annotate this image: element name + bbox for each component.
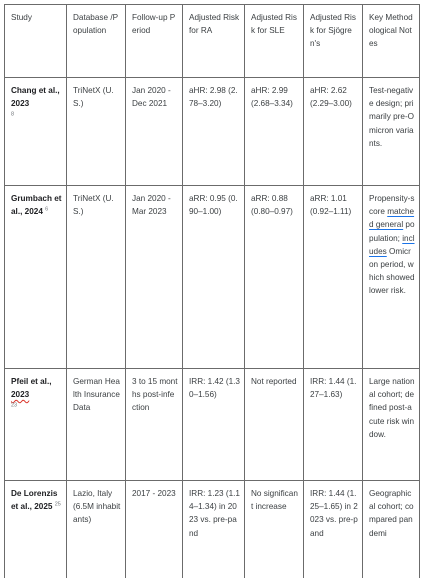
header-database: Database /Population <box>67 5 126 78</box>
study-name: Grumbach et al., 2024 <box>11 194 62 217</box>
table-row <box>5 369 420 481</box>
header-sjogren: Adjusted Risk for Sjögren's <box>304 5 363 78</box>
sle-risk-cell: aHR: 2.99 (2.68–3.34) <box>245 78 304 186</box>
header-sle: Adjusted Risk for SLE <box>245 5 304 78</box>
notes-text: population; <box>369 220 415 243</box>
sjogren-risk-cell: IRR: 1.44 (1.25–1.65) in 2023 vs. pre-pand <box>304 481 363 578</box>
followup-cell: 3 to 15 months post-infection <box>126 369 183 481</box>
sjogren-risk-cell: aHR: 2.62 (2.29–3.00) <box>304 78 363 186</box>
reference-number[interactable]: 25 <box>54 501 61 508</box>
header-notes: Key Methodological Notes <box>363 5 420 78</box>
sle-risk-cell: Not reported <box>245 369 304 481</box>
study-cell <box>5 481 67 578</box>
study-cell <box>5 369 67 481</box>
header-followup: Follow-up Period <box>126 5 183 78</box>
study-name: Chang et al., 2023 <box>11 86 60 109</box>
database-cell: TriNetX (U.S.) <box>67 186 126 369</box>
notes-cell: Large national cohort; defined post-acute risk window. <box>363 369 420 481</box>
ra-risk-cell: aHR: 2.98 (2.78–3.20) <box>183 78 245 186</box>
sjogren-risk-cell: IRR: 1.44 (1.27–1.63) <box>304 369 363 481</box>
reference-number[interactable]: 6 <box>45 206 49 213</box>
sle-risk-cell: No significant increase <box>245 481 304 578</box>
notes-text: Propensity-score <box>369 194 415 217</box>
sjogren-risk-cell: aRR: 1.01 (0.92–1.11) <box>304 186 363 369</box>
followup-cell: Jan 2020 - Mar 2023 <box>126 186 183 369</box>
study-cell <box>5 78 67 186</box>
sle-risk-cell: aRR: 0.88 (0.80–0.97) <box>245 186 304 369</box>
reference-number[interactable]: 8 <box>11 111 15 118</box>
studies-table <box>4 4 420 578</box>
study-name: Pfeil et al., <box>11 377 52 386</box>
spelling-flag[interactable]: 2023 <box>11 390 30 400</box>
table-row <box>5 186 420 369</box>
grammar-suggestion[interactable]: includes <box>369 233 415 256</box>
followup-cell: Jan 2020 - Dec 2021 <box>126 78 183 186</box>
header-ra: Adjusted Risk for RA <box>183 5 245 78</box>
ra-risk-cell: aRR: 0.95 (0.90–1.00) <box>183 186 245 369</box>
followup-cell: 2017 - 2023 <box>126 481 183 578</box>
reference-number[interactable]: 23 <box>11 402 18 409</box>
ra-risk-cell: IRR: 1.23 (1.14–1.34) in 2023 vs. pre-pand <box>183 481 245 578</box>
ra-risk-cell: IRR: 1.42 (1.30–1.56) <box>183 369 245 481</box>
database-cell: Lazio, Italy (6.5M inhabitants) <box>67 481 126 578</box>
notes-cell <box>363 186 420 369</box>
notes-cell: Geographical cohort; compared pandemi <box>363 481 420 578</box>
notes-cell: Test-negative design; primarily pre-Omicron variants. <box>363 78 420 186</box>
notes-text: Omicron period, which showed lower risk. <box>369 246 415 296</box>
study-cell <box>5 186 67 369</box>
database-cell: TriNetX (U.S.) <box>67 78 126 186</box>
study-name: De Lorenzis et al., 2025 <box>11 489 58 512</box>
table-row <box>5 78 420 186</box>
table-header-row <box>5 5 420 78</box>
grammar-suggestion[interactable]: matched general <box>369 207 415 230</box>
table-row <box>5 481 420 578</box>
header-study: Study <box>5 5 67 78</box>
database-cell: German Health Insurance Data <box>67 369 126 481</box>
